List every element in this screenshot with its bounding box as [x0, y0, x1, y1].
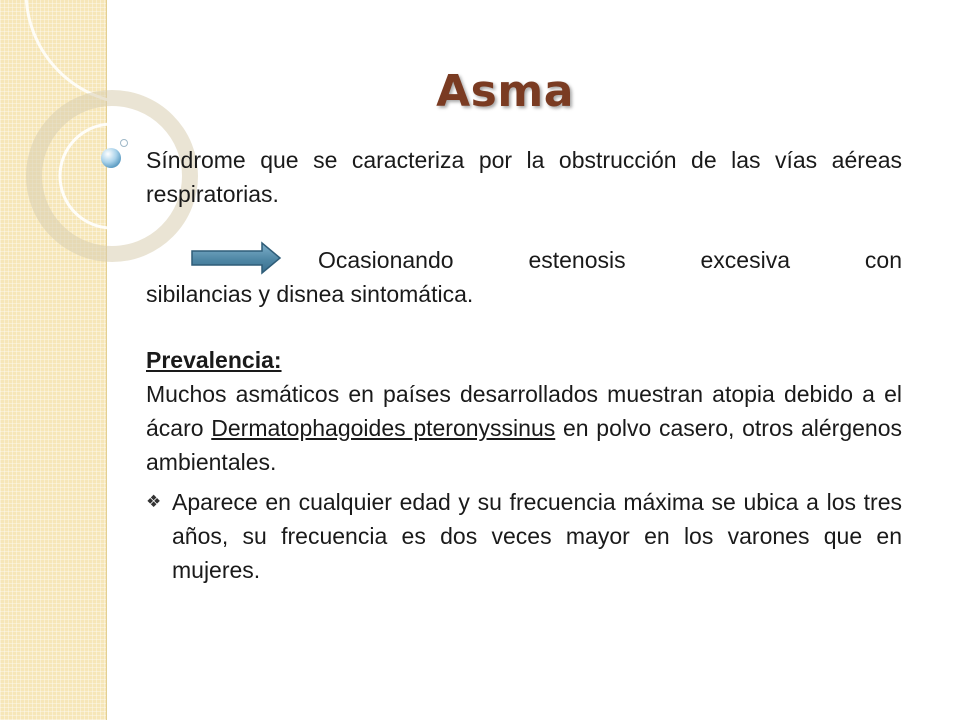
definition-text: Síndrome que se caracteriza por la obstrucción de las vías aéreas respiratorias. — [146, 147, 902, 207]
mite-species-name: Dermatophagoides pteronyssinus — [211, 415, 556, 441]
consequence-line-1: Ocasionando estenosis excesiva con — [318, 247, 902, 273]
prevalence-text-before: Muchos asmáticos en países desarrollados muestran atopia debido a el ácaro — [146, 381, 902, 441]
prevalence-heading: Prevalencia: — [146, 347, 282, 373]
prevalence-text-after: en polvo casero, otros alérgenos ambientales. — [146, 415, 902, 475]
bullet-text: Aparece en cualquier edad y su frecuencia máxima se ubica a los tres años, su frecuencia es dos veces mayor en los varones que en mujeres. — [172, 489, 902, 583]
consequence-line-2: sibilancias y disnea sintomática. — [146, 281, 474, 307]
slide-title: Asma — [436, 66, 574, 117]
slide-body — [146, 143, 902, 587]
consequence-text — [146, 243, 902, 311]
bullet-item — [146, 485, 902, 587]
prevalence-text — [146, 377, 902, 479]
diamond-bullet-icon: ❖ — [146, 492, 162, 511]
